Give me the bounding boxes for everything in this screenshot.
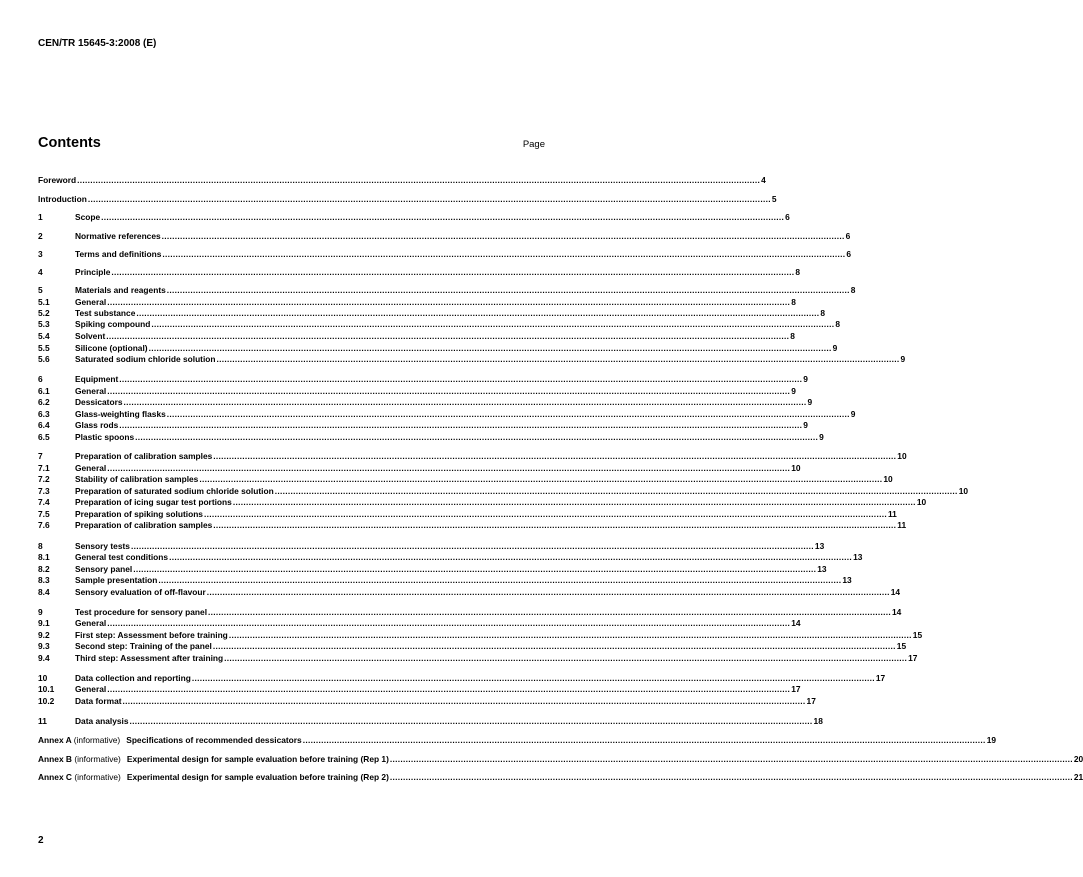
- toc-entry-number: 7.1: [38, 463, 50, 473]
- toc-entry-title: General: [75, 297, 107, 307]
- toc-entry-number: 7.5: [38, 509, 50, 519]
- toc-entry-title: Data collection and reporting: [75, 673, 191, 683]
- toc-entry-page: 17: [806, 696, 816, 706]
- toc-leader-dots: ....................................................................................................................................................................................................................................................................: [135, 432, 819, 442]
- toc-entry-title: Materials and reagents: [75, 285, 166, 295]
- toc-entry-title: Introduction: [38, 194, 87, 204]
- toc-entry-title: Saturated sodium chloride solution: [75, 354, 216, 364]
- toc-entry-number: 11: [38, 716, 47, 726]
- toc-annex-entry[interactable]: [38, 734, 997, 746]
- toc-leader-dots: ....................................................................................................................................................................................................................................................................: [212, 641, 896, 651]
- page-number: 2: [38, 835, 44, 846]
- toc-leader-dots: ....................................................................................................................................................................................................................................................................: [151, 319, 835, 329]
- toc-entry-number: 2: [38, 231, 43, 241]
- toc-entry-page: 6: [785, 212, 790, 222]
- document-header: CEN/TR 15645-3:2008 (E): [38, 38, 157, 49]
- toc-leader-dots: ....................................................................................................................................................................................................................................................................: [107, 463, 791, 473]
- toc-entry-title: Principle: [75, 267, 111, 277]
- toc-leader-dots: ....................................................................................................................................................................................................................................................................: [107, 297, 791, 307]
- toc-leader-dots: ....................................................................................................................................................................................................................................................................: [123, 397, 807, 407]
- toc-entry-page: 9: [832, 343, 838, 353]
- toc-annex-qualifier: (informative): [74, 772, 121, 782]
- toc-entry-number: 7: [38, 451, 43, 461]
- toc-entry-page: 4: [761, 175, 766, 185]
- toc-entry-number: 8.3: [38, 575, 50, 585]
- toc-entry-title: Sample presentation: [75, 575, 158, 585]
- toc-entry-title: Equipment: [75, 374, 119, 384]
- toc-leader-dots: ....................................................................................................................................................................................................................................................................: [206, 587, 890, 597]
- toc-entry-page: 8: [820, 308, 826, 318]
- toc-entry-page: 8: [850, 285, 856, 295]
- toc-leader-dots: ....................................................................................................................................................................................................................................................................: [389, 772, 1073, 782]
- toc-entry-page: 13: [842, 575, 852, 585]
- toc-entry-title: Preparation of calibration samples: [75, 451, 213, 461]
- toc-entry-page: 9: [791, 386, 796, 396]
- toc-entry-number: 6.3: [38, 409, 50, 419]
- toc-entry-number: 7.2: [38, 474, 50, 484]
- toc-entry-title: Data analysis: [75, 716, 129, 726]
- toc-entry-number: 8: [38, 541, 43, 551]
- toc-entry[interactable]: [38, 419, 808, 431]
- toc-entry-page: 6: [845, 231, 851, 241]
- toc-entry-number: 10: [38, 673, 48, 683]
- toc-entry-title: General: [75, 684, 107, 694]
- toc-entry-number: 8.4: [38, 587, 50, 597]
- page-title: Contents: [38, 135, 101, 151]
- toc-entry-page: 14: [890, 587, 901, 597]
- toc-entry-title: Experimental design for sample evaluation before training (Rep 2): [126, 772, 389, 782]
- toc-entry-title: General test conditions: [75, 552, 169, 562]
- toc-entry-page: 13: [817, 564, 827, 574]
- toc-entry[interactable]: [38, 284, 856, 296]
- toc-entry-page: 11: [897, 520, 907, 530]
- toc-entry-title: Silicone (optional): [75, 343, 148, 353]
- toc-entry[interactable]: [38, 640, 907, 652]
- toc-entry-number: 5.4: [38, 331, 50, 341]
- toc-leader-dots: ....................................................................................................................................................................................................................................................................: [232, 497, 916, 507]
- toc-entry-page: 21: [1073, 772, 1083, 782]
- toc-entry[interactable]: [38, 652, 918, 664]
- toc-entry-title: Sensory tests: [75, 541, 130, 551]
- toc-leader-dots: ....................................................................................................................................................................................................................................................................: [107, 386, 791, 396]
- toc-entry[interactable]: [38, 450, 907, 462]
- toc-leader-dots: ....................................................................................................................................................................................................................................................................: [130, 541, 814, 551]
- toc-entry-number: 9.2: [38, 630, 50, 640]
- toc-entry-page: 17: [791, 684, 801, 694]
- toc-leader-dots: ....................................................................................................................................................................................................................................................................: [302, 735, 986, 745]
- toc-entry-page: 9: [803, 420, 808, 430]
- toc-entry[interactable]: [38, 211, 790, 223]
- toc-entry[interactable]: [38, 373, 808, 385]
- toc-leader-dots: ....................................................................................................................................................................................................................................................................: [133, 564, 817, 574]
- toc-leader-dots: ....................................................................................................................................................................................................................................................................: [208, 607, 892, 617]
- toc-annex-label: Annex A: [38, 735, 72, 745]
- toc-leader-dots: ....................................................................................................................................................................................................................................................................: [274, 486, 958, 496]
- toc-entry[interactable]: [38, 695, 816, 707]
- toc-entry-page: 11: [887, 509, 897, 519]
- toc-leader-dots: ....................................................................................................................................................................................................................................................................: [119, 420, 803, 430]
- toc-entry-title: Third step: Assessment after training: [75, 653, 224, 663]
- toc-leader-dots: ....................................................................................................................................................................................................................................................................: [203, 509, 887, 519]
- toc-entry-number: 8.1: [38, 552, 50, 562]
- toc-entry-page: 6: [846, 249, 852, 259]
- toc-entry-title: Glass rods: [75, 420, 119, 430]
- toc-leader-dots: ....................................................................................................................................................................................................................................................................: [161, 231, 845, 241]
- toc-leader-dots: ....................................................................................................................................................................................................................................................................: [213, 520, 897, 530]
- toc-entry-title: Plastic spoons: [75, 432, 135, 442]
- toc-leader-dots: ....................................................................................................................................................................................................................................................................: [119, 374, 803, 384]
- toc-entry-number: 3: [38, 249, 43, 259]
- toc-entry-number: 6.5: [38, 432, 50, 442]
- toc-entry-page: 8: [795, 267, 801, 277]
- toc-entry[interactable]: [38, 431, 824, 443]
- toc-entry[interactable]: [38, 174, 766, 186]
- toc-entry-page: 5: [771, 194, 777, 204]
- toc-entry[interactable]: [38, 248, 852, 260]
- toc-entry-number: 6.1: [38, 386, 50, 396]
- toc-entry[interactable]: [38, 330, 795, 342]
- toc-entry-number: 1: [38, 212, 43, 222]
- toc-entry-title: Foreword: [38, 175, 77, 185]
- toc-leader-dots: ....................................................................................................................................................................................................................................................................: [77, 175, 761, 185]
- toc-entry[interactable]: [38, 715, 823, 727]
- toc-leader-dots: ....................................................................................................................................................................................................................................................................: [191, 673, 875, 683]
- toc-entry-title: Dessicators: [75, 397, 123, 407]
- toc-entry-page: 10: [897, 451, 907, 461]
- toc-entry-number: 5.2: [38, 308, 50, 318]
- toc-entry-number: 5.3: [38, 319, 50, 329]
- toc-entry-title: Stability of calibration samples: [75, 474, 199, 484]
- toc-entry-title: Preparation of saturated sodium chloride solution: [75, 486, 274, 496]
- toc-entry-page: 9: [819, 432, 824, 442]
- toc-entry-title: Test procedure for sensory panel: [75, 607, 208, 617]
- toc-entry-page: 20: [1073, 754, 1083, 764]
- toc-entry-title: Test substance: [75, 308, 136, 318]
- toc-entry[interactable]: [38, 586, 901, 598]
- toc-entry-title: Sensory panel: [75, 564, 133, 574]
- toc-entry-page: 17: [908, 653, 918, 663]
- toc-leader-dots: ....................................................................................................................................................................................................................................................................: [101, 212, 785, 222]
- toc-entry-title: Preparation of icing sugar test portions: [75, 497, 232, 507]
- toc-entry[interactable]: [38, 193, 777, 205]
- toc-annex-qualifier: (informative): [73, 735, 121, 745]
- toc-leader-dots: ....................................................................................................................................................................................................................................................................: [158, 575, 842, 585]
- toc-entry-page: 9: [803, 374, 808, 384]
- toc-entry-number: 9: [38, 607, 43, 617]
- toc-entry-title: Solvent: [75, 331, 106, 341]
- toc-leader-dots: ....................................................................................................................................................................................................................................................................: [148, 343, 832, 353]
- toc-annex-qualifier: (informative): [74, 754, 121, 764]
- toc-entry-number: 5.1: [38, 297, 50, 307]
- toc-entry-number: 5.6: [38, 354, 50, 364]
- toc-leader-dots: ....................................................................................................................................................................................................................................................................: [122, 696, 806, 706]
- toc-leader-dots: ....................................................................................................................................................................................................................................................................: [106, 331, 790, 341]
- toc-entry-title: Second step: Training of the panel: [75, 641, 212, 651]
- toc-entry-page: 8: [835, 319, 841, 329]
- toc-entry-title: General: [75, 463, 107, 473]
- toc-entry-page: 8: [791, 297, 796, 307]
- toc-entry-title: Specifications of recommended dessicators: [126, 735, 302, 745]
- toc-leader-dots: ....................................................................................................................................................................................................................................................................: [87, 194, 771, 204]
- toc-entry-title: General: [75, 386, 107, 396]
- toc-entry-page: 13: [853, 552, 863, 562]
- toc-entry[interactable]: [38, 574, 852, 586]
- toc-leader-dots: ....................................................................................................................................................................................................................................................................: [166, 409, 850, 419]
- toc-annex-label: Annex B: [38, 754, 72, 764]
- toc-entry[interactable]: [38, 353, 906, 365]
- toc-entry-page: 14: [892, 607, 902, 617]
- toc-leader-dots: ....................................................................................................................................................................................................................................................................: [228, 630, 912, 640]
- toc-entry-number: 6.4: [38, 420, 50, 430]
- toc-entry-title: Glass-weighting flasks: [75, 409, 166, 419]
- toc-entry-number: 6: [38, 374, 43, 384]
- toc-entry-number: 5.5: [38, 343, 50, 353]
- toc-entry-page: 19: [986, 735, 997, 745]
- toc-leader-dots: ....................................................................................................................................................................................................................................................................: [111, 267, 795, 277]
- toc-entry-number: 9.4: [38, 653, 50, 663]
- toc-entry-number: 9.3: [38, 641, 50, 651]
- toc-entry-title: Preparation of spiking solutions: [75, 509, 203, 519]
- toc-entry-title: Terms and definitions: [75, 249, 162, 259]
- toc-entry-number: 7.6: [38, 520, 50, 530]
- toc-entry-number: 6.2: [38, 397, 50, 407]
- toc-entry-page: 9: [900, 354, 906, 364]
- toc-entry-page: 15: [896, 641, 907, 651]
- toc-leader-dots: ....................................................................................................................................................................................................................................................................: [107, 684, 791, 694]
- toc-entry-number: 8.2: [38, 564, 50, 574]
- page-column-label: Page: [522, 139, 545, 150]
- toc-leader-dots: ....................................................................................................................................................................................................................................................................: [224, 653, 908, 663]
- toc-entry-title: First step: Assessment before training: [75, 630, 228, 640]
- toc-entry-title: Normative references: [75, 231, 161, 241]
- toc-entry-page: 14: [791, 618, 801, 628]
- toc-entry-page: 18: [813, 716, 823, 726]
- toc-leader-dots: ....................................................................................................................................................................................................................................................................: [162, 249, 846, 259]
- toc-entry-page: 9: [807, 397, 813, 407]
- toc-entry-title: Data format: [75, 696, 122, 706]
- toc-entry-number: 7.3: [38, 486, 50, 496]
- toc-leader-dots: ....................................................................................................................................................................................................................................................................: [166, 285, 850, 295]
- toc-entry[interactable]: [38, 473, 893, 485]
- toc-entry-page: 8: [790, 331, 795, 341]
- toc-entry-title: Preparation of calibration samples: [75, 520, 213, 530]
- toc-entry[interactable]: [38, 318, 841, 330]
- toc-annex-entry[interactable]: [38, 753, 1083, 765]
- toc-leader-dots: ....................................................................................................................................................................................................................................................................: [199, 474, 883, 484]
- toc-entry-number: 9.1: [38, 618, 50, 628]
- toc-leader-dots: ....................................................................................................................................................................................................................................................................: [216, 354, 900, 364]
- toc-entry-page: 10: [916, 497, 927, 507]
- toc-leader-dots: ....................................................................................................................................................................................................................................................................: [169, 552, 853, 562]
- toc-entry[interactable]: [38, 230, 851, 242]
- toc-leader-dots: ....................................................................................................................................................................................................................................................................: [213, 451, 897, 461]
- toc-leader-dots: ....................................................................................................................................................................................................................................................................: [389, 754, 1073, 764]
- toc-annex-label: Annex C: [38, 772, 72, 782]
- toc-entry-number: 7.4: [38, 497, 50, 507]
- toc-entry[interactable]: [38, 266, 801, 278]
- toc-entry[interactable]: [38, 519, 907, 531]
- toc-leader-dots: ....................................................................................................................................................................................................................................................................: [129, 716, 813, 726]
- toc-entry-title: Sensory evaluation of off-flavour: [75, 587, 206, 597]
- toc-leader-dots: ....................................................................................................................................................................................................................................................................: [136, 308, 820, 318]
- toc-entry-page: 15: [912, 630, 923, 640]
- toc-entry[interactable]: [38, 683, 801, 695]
- toc-entry-number: 10.2: [38, 696, 55, 706]
- toc-entry[interactable]: [38, 396, 813, 408]
- toc-entry[interactable]: [38, 617, 801, 629]
- toc-entry-title: Scope: [75, 212, 101, 222]
- toc-entry-title: Spiking compound: [75, 319, 151, 329]
- toc-entry-page: 10: [883, 474, 893, 484]
- toc-entry-page: 17: [875, 673, 886, 683]
- toc-entry-number: 10.1: [38, 684, 55, 694]
- toc-leader-dots: ....................................................................................................................................................................................................................................................................: [107, 618, 791, 628]
- toc-entry[interactable]: [38, 551, 863, 563]
- toc-entry-title: Experimental design for sample evaluation before training (Rep 1): [126, 754, 389, 764]
- toc-entry-page: 10: [958, 486, 969, 496]
- toc-annex-entry[interactable]: [38, 771, 1083, 783]
- toc-entry[interactable]: [38, 496, 927, 508]
- toc-entry-number: 5: [38, 285, 43, 295]
- toc-entry-page: 13: [814, 541, 825, 551]
- toc-entry-title: General: [75, 618, 107, 628]
- toc-entry-page: 9: [850, 409, 856, 419]
- toc-entry-page: 10: [791, 463, 801, 473]
- toc-entry-number: 4: [38, 267, 43, 277]
